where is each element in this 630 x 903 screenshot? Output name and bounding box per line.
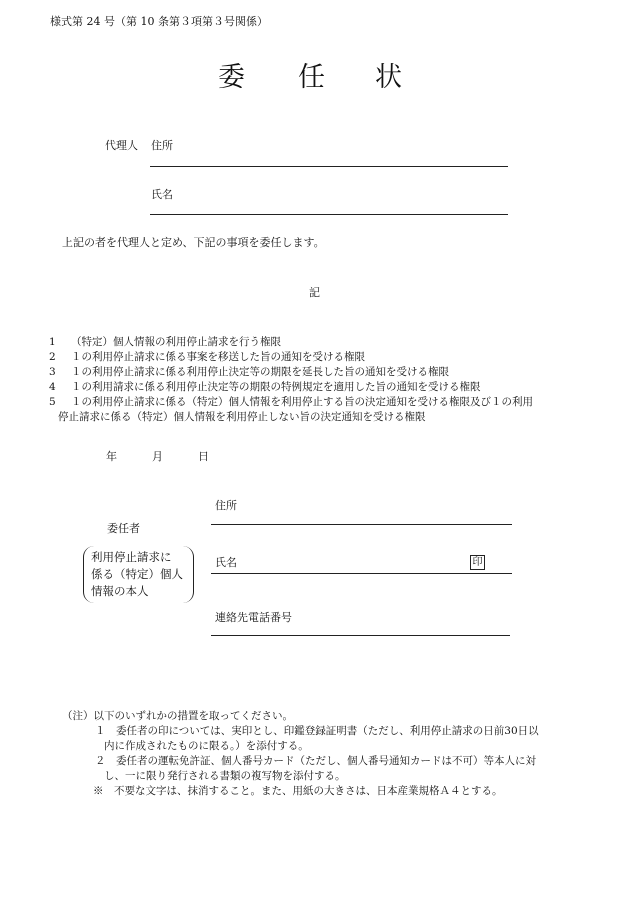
note-1-line-1: １ 委任者の印については、実印とし、印鑑登録証明書（ただし、利用停止請求の日前30日以: [95, 725, 539, 737]
note-1-line-2: 内に作成されたものに限る。）を添付する。: [104, 740, 309, 752]
note-2-line-1: ２ 委任者の運転免許証、個人番号カード（ただし、個人番号通知カードは不可）等本人に対: [95, 755, 536, 767]
principal-label: 委任者: [107, 522, 140, 535]
item-number: 4: [49, 381, 56, 393]
note-2-line-2: し、一に限り発行される書類の複写物を添付する。: [104, 770, 346, 782]
record-mark: 記: [309, 286, 320, 299]
item-number: 1: [49, 336, 56, 348]
list-item: [49, 380, 589, 395]
note-remark: ※ 不要な文字は、抹消すること。また、用紙の大きさは、日本産業規格Ａ４とする。: [93, 785, 503, 797]
list-item: [49, 365, 589, 380]
principal-bracket-text: [91, 549, 191, 600]
item-5-continued: 停止請求に係る（特定）個人情報を利用停止しない旨の決定通知を受ける権限: [58, 411, 426, 423]
principal-name-line[interactable]: [211, 573, 512, 574]
notes-heading: （注）以下のいずれかの措置を取ってください。: [62, 710, 293, 722]
bracket-line: 係る（特定）個人: [91, 567, 183, 581]
item-number: 3: [49, 366, 56, 378]
item-text: １の利用停止請求に係る事案を移送した旨の通知を受ける権限: [71, 351, 365, 363]
list-item: [49, 335, 589, 350]
item-text: １の利用停止請求に係る利用停止決定等の期限を延長した旨の通知を受ける権限: [71, 366, 449, 378]
principal-phone-line[interactable]: [211, 635, 510, 636]
list-item: [49, 395, 589, 410]
list-item: [49, 350, 589, 365]
agent-address-label: 住所: [151, 139, 173, 152]
agent-label: 代理人: [105, 139, 138, 152]
principal-address-line[interactable]: [211, 524, 512, 525]
principal-phone-label: 連絡先電話番号: [215, 611, 292, 624]
notes-section: [62, 709, 602, 799]
principal-name-label: 氏名: [215, 556, 237, 569]
date-month: 月: [152, 450, 163, 463]
item-number: 2: [49, 351, 56, 363]
item-text: １の利用請求に係る利用停止決定等の期限の特例規定を適用した旨の通知を受ける権限: [71, 381, 481, 393]
title-char-1: 委: [218, 62, 247, 93]
date-year: 年: [106, 450, 117, 463]
bracket-line: 利用停止請求に: [91, 550, 172, 564]
title-char-2: 任: [298, 62, 327, 93]
delegated-items-list: [49, 335, 589, 425]
date-day: 日: [198, 450, 209, 463]
title-char-3: 状: [375, 62, 404, 93]
item-text: １の利用停止請求に係る（特定）個人情報を利用停止する旨の決定通知を受ける権限及び１の利用: [71, 396, 533, 408]
item-text: （特定）個人情報の利用停止請求を行う権限: [71, 336, 281, 348]
agent-name-label: 氏名: [151, 188, 173, 201]
agent-address-line[interactable]: [150, 166, 508, 167]
form-number: 様式第 24 号（第 10 条第３項第３号関係）: [50, 15, 268, 28]
delegation-statement: 上記の者を代理人と定め、下記の事項を委任します。: [62, 236, 325, 249]
principal-address-label: 住所: [215, 499, 237, 512]
seal-mark: 印: [470, 555, 485, 570]
item-number: 5: [49, 396, 56, 408]
agent-name-line[interactable]: [150, 214, 508, 215]
bracket-line: 情報の本人: [91, 584, 149, 598]
